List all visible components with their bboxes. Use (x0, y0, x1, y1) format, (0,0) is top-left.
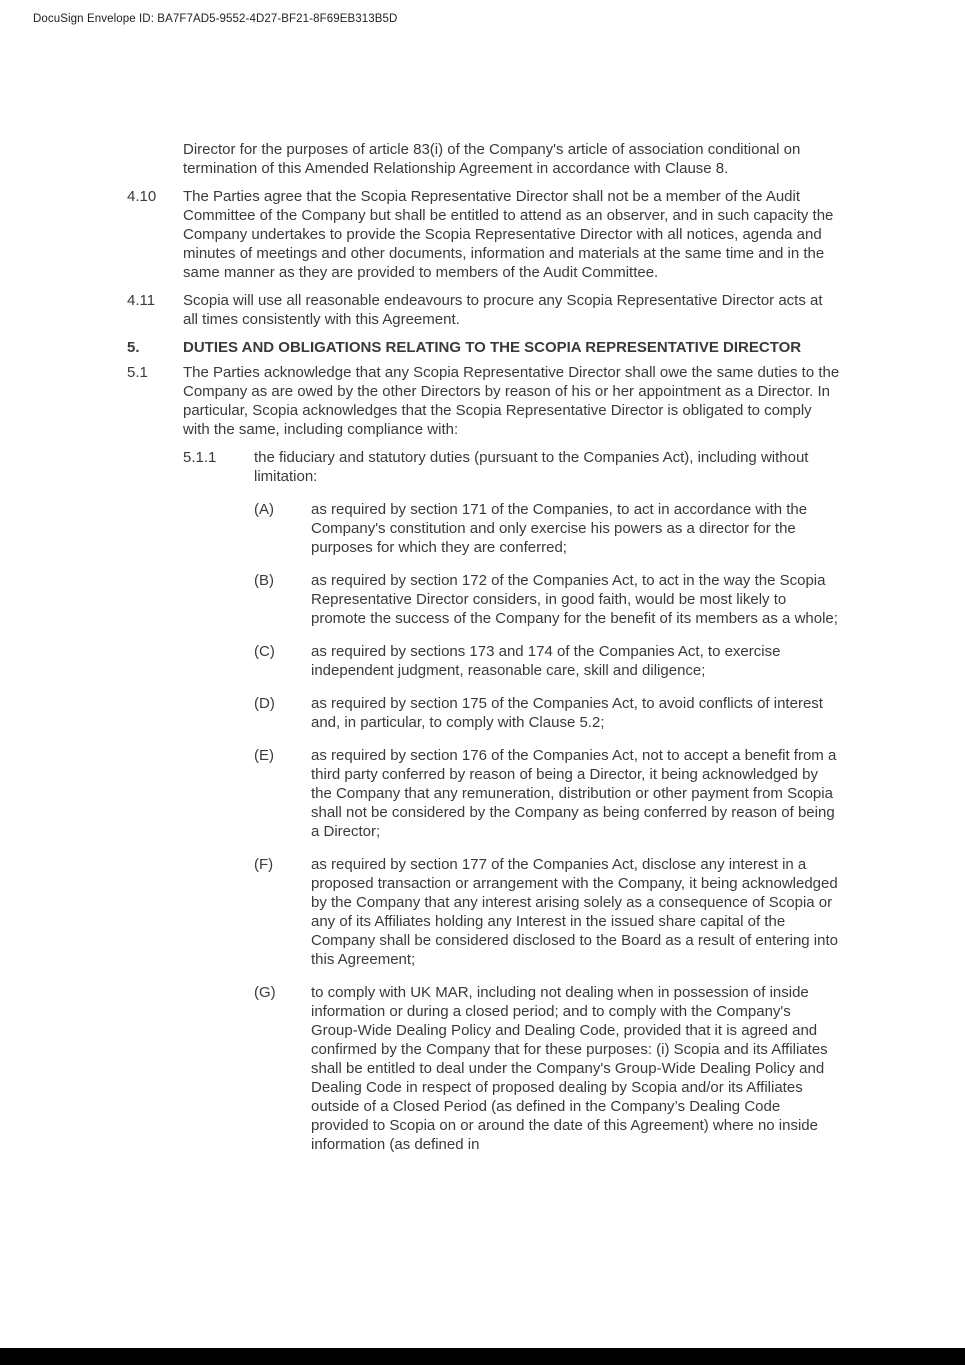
subclause-text: as required by sections 173 and 174 of the Companies Act, to exercise independent judgment, reasonable care, skill and diligence; (311, 643, 781, 679)
subclause-letter: (G) (254, 984, 276, 1001)
subclause-g (254, 983, 965, 1154)
document-body (0, 140, 965, 1168)
subclause-text: as required by section 172 of the Companies Act, to act in the way the Scopia Representative Director considers, in good faith, would be most likely to promote the success of the Company for the benefit of its members as a whole; (311, 572, 838, 627)
clause-text: Scopia will use all reasonable endeavours to procure any Scopia Representative Director acts at all times consistently with this Agreement. (183, 292, 823, 328)
subclause-c (254, 642, 965, 680)
subclause-letter: (D) (254, 695, 275, 712)
clause-number: 4.10 (127, 188, 157, 205)
section-title: DUTIES AND OBLIGATIONS RELATING TO THE SCOPIA REPRESENTATIVE DIRECTOR (183, 339, 802, 356)
bottom-edge-bar (0, 1348, 965, 1365)
clause-text: The Parties agree that the Scopia Representative Director shall not be a member of the Audit Committee of the Company but shall be entitled to attend as an observer, and in such capacity the Company undertakes to provide the Scopia Representative Director with all notices, agenda and minutes of meetings and other documents, information and materials at the same time and in the same manner as they are provided to members of the Audit Committee. (183, 188, 834, 281)
clause-5-1 (127, 363, 965, 439)
subclause-letter: (C) (254, 643, 275, 660)
subclause-e (254, 746, 965, 841)
subclause-letter: (A) (254, 501, 274, 518)
clause-number: 4.11 (127, 292, 156, 309)
section-number: 5. (127, 339, 140, 356)
subclause-text: as required by section 171 of the Companies, to act in accordance with the Company's constitution and only exercise his powers as a director for the purposes for which they are conferred; (311, 501, 808, 556)
subclause-a (254, 500, 965, 557)
subclause-text: as required by section 176 of the Companies Act, not to accept a benefit from a third party conferred by reason of being a Director, it being acknowledged by the Company that any remuneration, distribution or other payment from Scopia shall not be considered by the Company as being conferred by reason of being a Director; (311, 747, 837, 840)
clause-text: the fiduciary and statutory duties (pursuant to the Companies Act), including without limitation: (254, 449, 809, 485)
clause-number: 5.1 (127, 364, 148, 381)
clause-5-1-1 (183, 448, 965, 486)
subclause-letter: (F) (254, 856, 274, 873)
clause-text: The Parties acknowledge that any Scopia Representative Director shall owe the same duties to the Company as are owed by the other Directors by reason of his or her appointment as a Director. In particular, Scopia acknowledges that the Scopia Representative Director is obligated to comply with the same, including compliance with: (183, 364, 840, 438)
subclause-text: as required by section 175 of the Companies Act, to avoid conflicts of interest and, in particular, to comply with Clause 5.2; (311, 695, 823, 731)
subclause-b (254, 571, 965, 628)
clause-4-10 (127, 187, 965, 282)
clause-number: 5.1.1 (183, 449, 217, 466)
subclause-text: to comply with UK MAR, including not dealing when in possession of inside information or during a closed period; and to comply with the Company's Group-Wide Dealing Policy and Dealing Code, provided that it is agreed and confirmed by the Company that for these purposes: (i) Scopia and its Affiliates shall be entitled to deal under the Company's Group-Wide Dealing Policy and Dealing Code in respect of proposed dealing by Scopia and/or its Affiliates outside of a Closed Period (as defined in the Company’s Dealing Code provided to Scopia on or around the date of this Agreement) where no inside information (as defined in (311, 984, 828, 1153)
subclause-letter: (B) (254, 572, 274, 589)
subclause-f (254, 855, 965, 969)
subclause-letter: (E) (254, 747, 274, 764)
paragraph-continuation: Director for the purposes of article 83(i) of the Company's article of association conditional on termination of this Amended Relationship Agreement in accordance with Clause 8. (183, 141, 801, 177)
section-5-heading (127, 338, 965, 357)
subclause-text: as required by section 177 of the Companies Act, disclose any interest in a proposed transaction or arrangement with the Company, it being acknowledged by the Company that any interest arising solely as a consequence of Scopia or any of its Affiliates holding any Interest in the issued share capital of the Company shall be considered disclosed to the Board as a result of entering into this Agreement; (311, 856, 838, 968)
docusign-envelope-id: DocuSign Envelope ID: BA7F7AD5-9552-4D27-BF21-8F69EB313B5D (33, 13, 398, 25)
subclause-d (254, 694, 965, 732)
clause-4-11 (127, 291, 965, 329)
